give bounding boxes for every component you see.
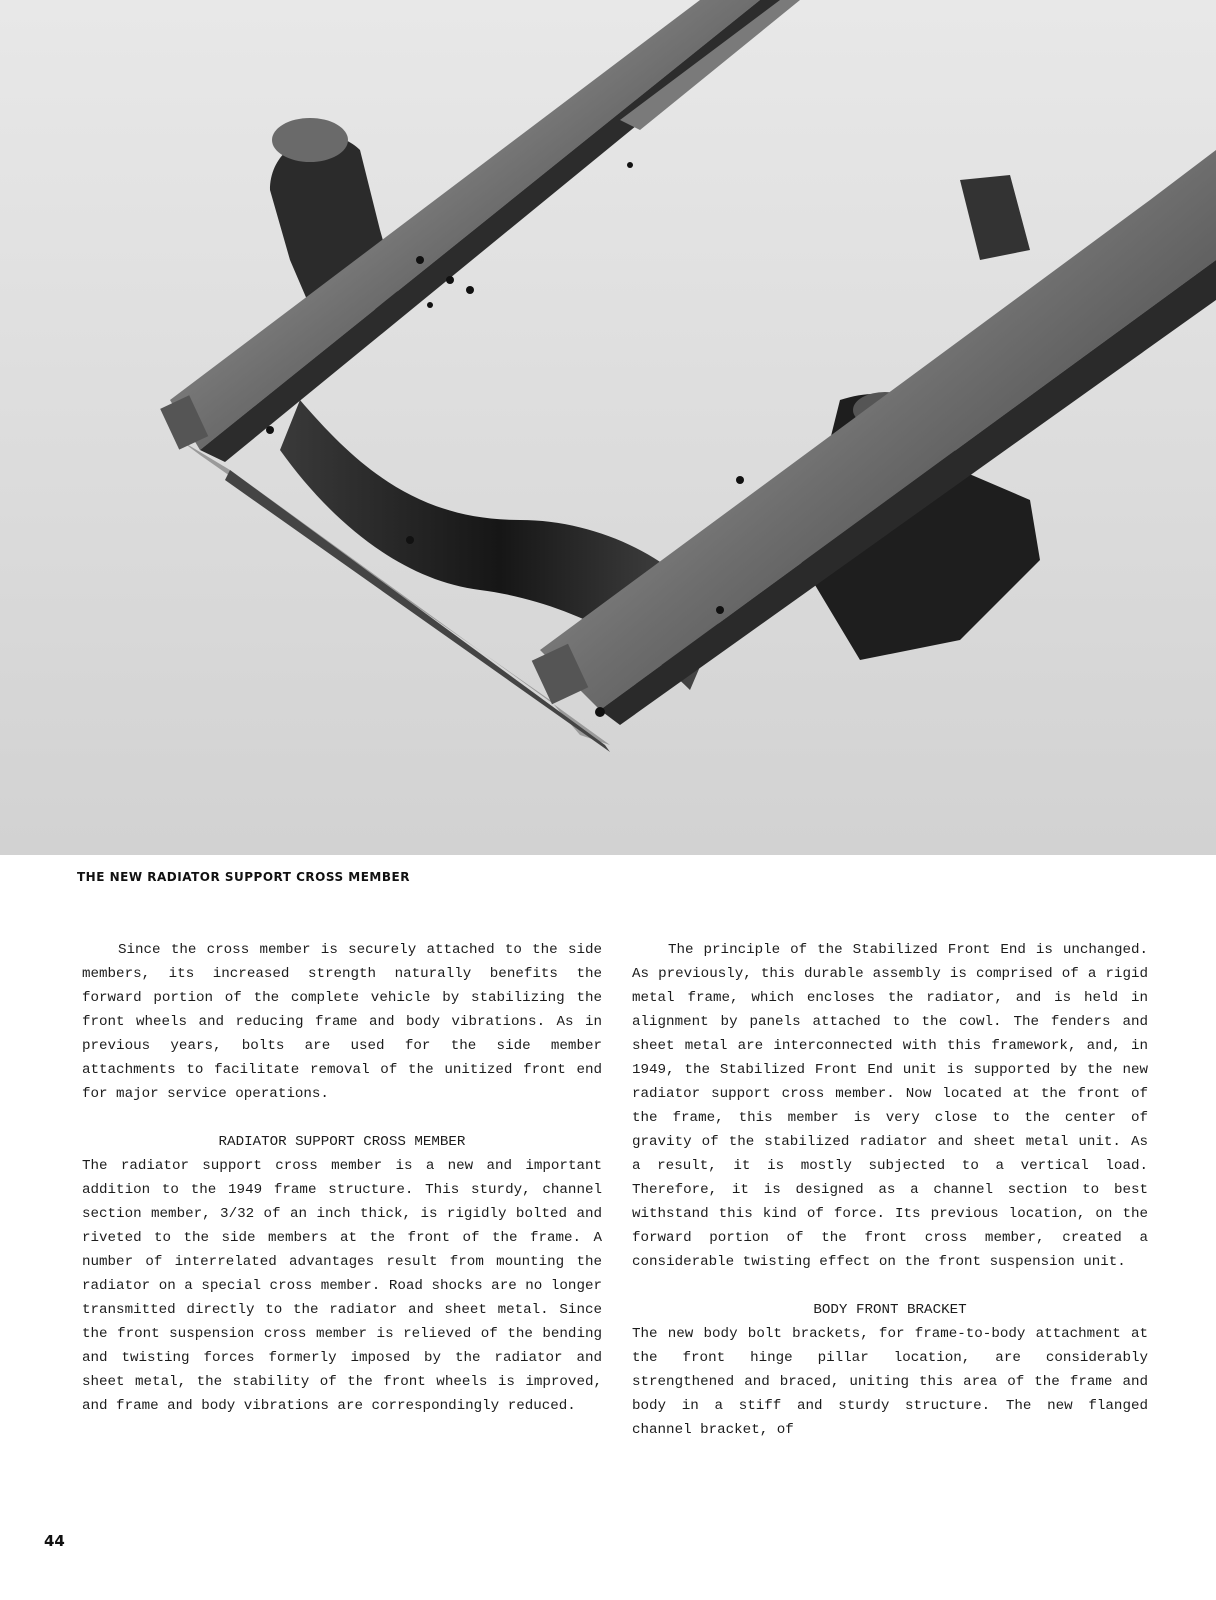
page-number: 44 [44,1532,65,1550]
section-heading-body-bracket: BODY FRONT BRACKET [813,1302,967,1318]
spacer [632,1274,1148,1298]
left-paragraph-2: The radiator support cross member is a new and important addition to the 1949 frame structure. This sturdy, channel section member, 3/32 of an inch thick, is rigidly bolted and riveted to the side members at the front of the frame. A number of interrelated advantages result from mounting the radiator on a special cross member. Road shocks are no longer transmitted directly to the radiator and sheet metal. Since the front suspension cross member is relieved of the bending and twisting forces formerly imposed by the radiator and sheet metal, the stability of the front wheels is improved, and frame and body vibrations are correspondingly reduced. [82,1158,602,1414]
right-paragraph-1: The principle of the Stabilized Front End is unchanged. As previously, this durable assembly is comprised of a rigid metal frame, which encloses the radiator, and is held in alignment by panels attached to the cowl. The fenders and sheet metal are interconnected with this framework, and, in 1949, the Stabilized Front End unit is supported by the new radiator support cross member. Now located at the front of the frame, this member is very close to the center of gravity of the stabilized radiator and sheet metal unit. As a result, it is mostly subjected to a vertical load. Therefore, it is designed as a channel section to best withstand this kind of force. Its previous location, on the forward portion of the front cross member, created a considerable twisting effect on the front suspension unit. [632,942,1148,1270]
right-paragraph-2: The new body bolt brackets, for frame-to-body attachment at the front hinge pillar location, are considerably strengthened and braced, uniting this area of the frame and body in a stiff and sturdy structure. The new flanged channel bracket, of [632,1326,1148,1438]
section-heading-radiator: RADIATOR SUPPORT CROSS MEMBER [218,1134,466,1150]
figure-caption: THE NEW RADIATOR SUPPORT CROSS MEMBER [77,870,410,884]
left-paragraph-1: Since the cross member is securely attached to the side members, its increased strength naturally benefits the forward portion of the complete vehicle by stabilizing the front wheels and reducing frame and body vibrations. As in previous years, bolts are used for the side member attachments to facilitate removal of the unitized front end for major service operations. [82,942,602,1102]
left-column [82,938,602,1418]
spacer [82,1106,602,1130]
right-column [632,938,1148,1442]
